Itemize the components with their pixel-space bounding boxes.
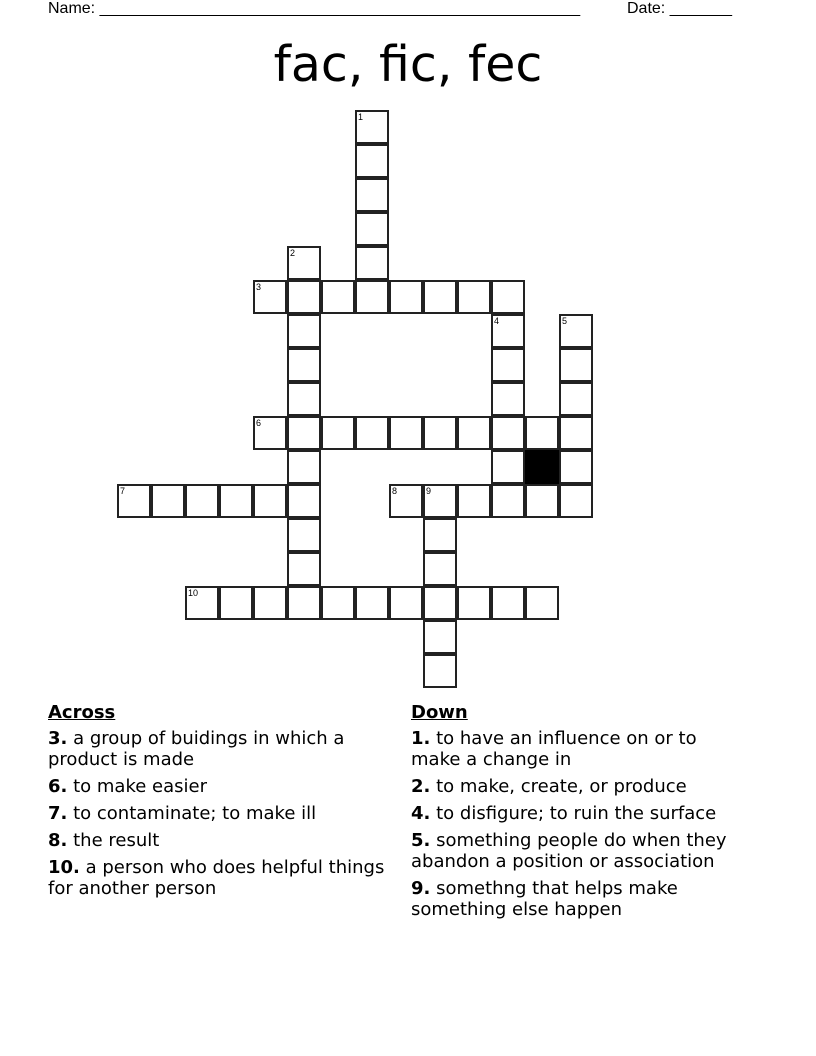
clue-text: to make easier <box>67 776 207 797</box>
grid-cell[interactable] <box>423 280 457 314</box>
clue-text: to contaminate; to make ill <box>67 803 317 824</box>
grid-cell[interactable] <box>355 212 389 246</box>
grid-cell[interactable] <box>287 280 321 314</box>
grid-cell[interactable] <box>287 450 321 484</box>
grid-cell[interactable] <box>287 314 321 348</box>
clue-text: something people do when they abandon a position or association <box>411 830 727 872</box>
grid-cell[interactable] <box>321 586 355 620</box>
grid-cell[interactable] <box>559 416 593 450</box>
name-field-label: Name: ______________________________________________________ <box>48 0 581 17</box>
down-clue <box>411 728 751 770</box>
clue-number: 4. <box>411 803 431 824</box>
across-clue <box>48 728 388 770</box>
grid-cell[interactable] <box>457 416 491 450</box>
grid-cell[interactable] <box>321 280 355 314</box>
grid-cell[interactable] <box>117 484 151 518</box>
grid-cell[interactable] <box>491 484 525 518</box>
down-clue <box>411 830 751 872</box>
grid-cell[interactable] <box>355 416 389 450</box>
clue-number: 1. <box>411 728 431 749</box>
black-square <box>525 450 559 484</box>
grid-cell[interactable] <box>355 586 389 620</box>
down-clue <box>411 803 751 824</box>
grid-cell[interactable] <box>423 620 457 654</box>
grid-cell[interactable] <box>491 348 525 382</box>
clue-number-label: 4 <box>494 316 500 326</box>
grid-cell[interactable] <box>389 416 423 450</box>
grid-cell[interactable] <box>423 586 457 620</box>
clue-text: a person who does helpful things for another person <box>48 857 385 899</box>
clue-number-label: 10 <box>188 588 199 598</box>
grid-cell[interactable] <box>525 416 559 450</box>
grid-cell[interactable] <box>185 586 219 620</box>
grid-cell[interactable] <box>253 484 287 518</box>
grid-cell[interactable] <box>491 314 525 348</box>
across-clue <box>48 776 388 797</box>
across-clue <box>48 803 388 824</box>
grid-cell[interactable] <box>389 484 423 518</box>
puzzle-title: fac, fic, fec <box>273 36 543 93</box>
grid-cell[interactable] <box>287 416 321 450</box>
grid-cell[interactable] <box>287 586 321 620</box>
grid-cell[interactable] <box>287 484 321 518</box>
grid-cell[interactable] <box>389 586 423 620</box>
grid-cell[interactable] <box>491 382 525 416</box>
grid-cell[interactable] <box>423 552 457 586</box>
across-clues <box>48 702 388 905</box>
grid-cell[interactable] <box>423 416 457 450</box>
grid-cell[interactable] <box>321 416 355 450</box>
clue-number: 10. <box>48 857 80 878</box>
grid-cell[interactable] <box>185 484 219 518</box>
clue-number: 7. <box>48 803 68 824</box>
grid-cell[interactable] <box>559 450 593 484</box>
grid-cell[interactable] <box>287 246 321 280</box>
across-clue <box>48 830 388 851</box>
grid-cell[interactable] <box>457 280 491 314</box>
grid-cell[interactable] <box>287 518 321 552</box>
grid-cell[interactable] <box>253 586 287 620</box>
clue-number-label: 5 <box>562 316 568 326</box>
grid-cell[interactable] <box>491 416 525 450</box>
down-heading: Down <box>411 702 468 723</box>
grid-cell[interactable] <box>423 654 457 688</box>
grid-cell[interactable] <box>491 586 525 620</box>
grid-cell[interactable] <box>355 280 389 314</box>
grid-cell[interactable] <box>389 280 423 314</box>
clue-number-label: 1 <box>358 112 364 122</box>
date-field-label: Date: _______ <box>627 0 732 17</box>
grid-cell[interactable] <box>287 552 321 586</box>
across-clue <box>48 857 388 899</box>
grid-cell[interactable] <box>559 314 593 348</box>
grid-cell[interactable] <box>287 348 321 382</box>
clue-number: 9. <box>411 878 431 899</box>
clue-text: a group of buidings in which a product is made <box>48 728 345 770</box>
grid-cell[interactable] <box>457 484 491 518</box>
clue-number-label: 6 <box>256 418 262 428</box>
down-clue <box>411 776 751 797</box>
grid-cell[interactable] <box>287 382 321 416</box>
clue-number: 2. <box>411 776 431 797</box>
grid-cell[interactable] <box>355 246 389 280</box>
grid-cell[interactable] <box>491 450 525 484</box>
grid-cell[interactable] <box>355 178 389 212</box>
clue-text: to disfigure; to ruin the surface <box>430 803 717 824</box>
down-clues <box>411 702 751 926</box>
clue-number: 5. <box>411 830 431 851</box>
grid-cell[interactable] <box>253 416 287 450</box>
grid-cell[interactable] <box>491 280 525 314</box>
clue-number-label: 7 <box>120 486 126 496</box>
clue-text: somethng that helps make something else happen <box>411 878 678 920</box>
grid-cell[interactable] <box>423 484 457 518</box>
across-heading: Across <box>48 702 116 723</box>
clue-number-label: 3 <box>256 282 262 292</box>
grid-cell[interactable] <box>151 484 185 518</box>
grid-cell[interactable] <box>355 144 389 178</box>
clue-number: 8. <box>48 830 68 851</box>
clue-number-label: 2 <box>290 248 296 258</box>
down-clue <box>411 878 751 920</box>
grid-cell[interactable] <box>219 586 253 620</box>
grid-cell[interactable] <box>559 348 593 382</box>
clue-text: the result <box>67 830 160 851</box>
grid-cell[interactable] <box>525 586 559 620</box>
grid-cell[interactable] <box>219 484 253 518</box>
grid-cell[interactable] <box>559 382 593 416</box>
grid-cell[interactable] <box>457 586 491 620</box>
clue-number-label: 9 <box>426 486 432 496</box>
grid-cell[interactable] <box>423 518 457 552</box>
clue-text: to have an influence on or to make a change in <box>411 728 697 770</box>
grid-cell[interactable] <box>355 110 389 144</box>
clue-number: 6. <box>48 776 68 797</box>
grid-cell[interactable] <box>525 484 559 518</box>
clue-number: 3. <box>48 728 68 749</box>
grid-cell[interactable] <box>253 280 287 314</box>
grid-cell[interactable] <box>559 484 593 518</box>
clue-text: to make, create, or produce <box>430 776 687 797</box>
clue-number-label: 8 <box>392 486 398 496</box>
